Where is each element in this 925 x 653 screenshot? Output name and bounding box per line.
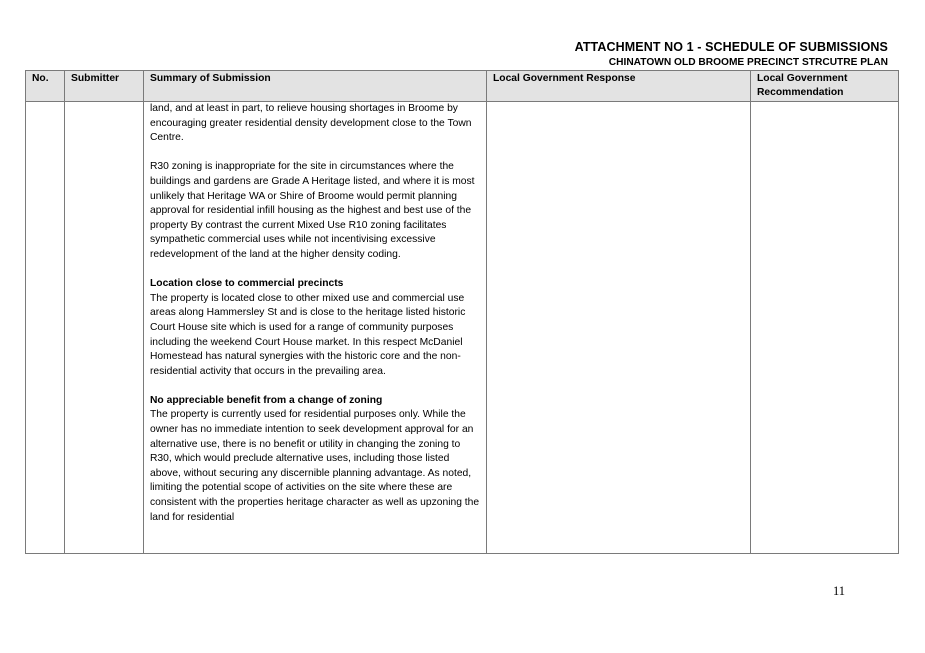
column-header-recommendation: Local Government Recommendation bbox=[751, 71, 899, 102]
summary-paragraph-2: R30 zoning is inappropriate for the site in circumstances where the buildings and gardens are Grade A Heritage listed, and where it is most unlikely that Heritage WA or Shire of Broome would permit planning approval for residential infill housing as the highest and best use of the property By contrast the current Mixed Use R10 zoning facilitates sympathetic commercial uses while not incentivising excessive redevelopment of the land at the higher density coding. bbox=[150, 161, 475, 260]
summary-paragraph-4: The property is currently used for residential purposes only. While the owner has no immediate intention to seek development approval for an alternative use, there is no benefit or utility in changing the zoning to R30, which would preclude alternative uses, including those listed above, without securing any discernible planning advantage. As noted, limiting the potential scope of activities on the site where these are consistent with the properties heritage character as well as upzoning the land for residential bbox=[150, 409, 480, 523]
summary-heading-location: Location close to commercial precincts bbox=[150, 278, 344, 290]
submissions-table bbox=[25, 70, 899, 554]
cell-submitter bbox=[65, 102, 144, 554]
table-row bbox=[26, 102, 899, 554]
column-header-no: No. bbox=[26, 71, 65, 102]
column-header-response: Local Government Response bbox=[487, 71, 751, 102]
cell-summary bbox=[144, 102, 487, 554]
column-header-submitter: Submitter bbox=[65, 71, 144, 102]
summary-section-location bbox=[150, 277, 480, 379]
document-subtitle: CHINATOWN OLD BROOME PRECINCT STRCUTRE PLAN bbox=[608, 57, 888, 68]
cell-no bbox=[26, 102, 65, 554]
document-title: ATTACHMENT NO 1 - SCHEDULE OF SUBMISSIONS bbox=[574, 40, 888, 54]
summary-paragraph-3: The property is located close to other mixed use and commercial use areas along Hammersley St and is close to the heritage listed historic Court House site which is used for a range of community purposes including the weekend Court House market. In this respect McDaniel Homestead has natural synergies with the historic core and the non-residential activity that occurs in the prevailing area. bbox=[150, 292, 466, 377]
cell-response bbox=[487, 102, 751, 554]
summary-heading-benefit: No appreciable benefit from a change of zoning bbox=[150, 394, 383, 406]
cell-recommendation bbox=[751, 102, 899, 554]
page-number: 11 bbox=[833, 584, 846, 598]
column-header-summary: Summary of Submission bbox=[144, 71, 487, 102]
summary-paragraph-1: land, and at least in part, to relieve housing shortages in Broome by encouraging greater residential density development close to the Town Centre. bbox=[150, 103, 472, 144]
table-header-row bbox=[26, 71, 899, 102]
summary-section-benefit bbox=[150, 394, 480, 525]
